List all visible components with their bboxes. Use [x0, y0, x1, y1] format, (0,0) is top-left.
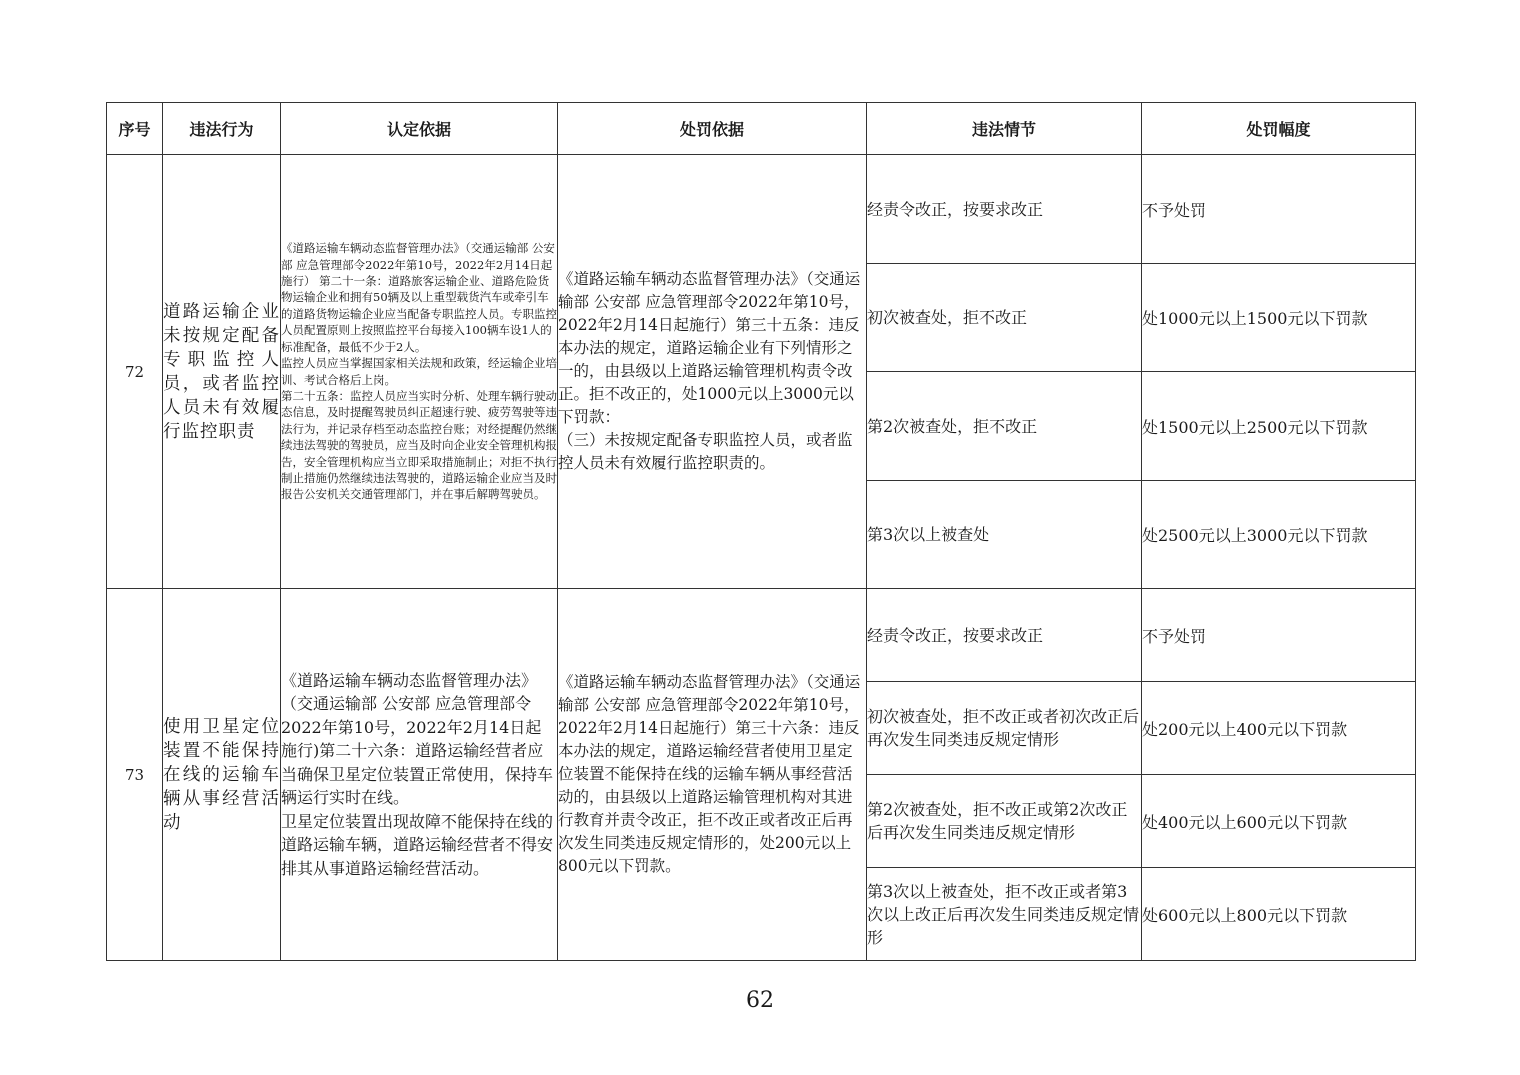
behavior-cell: 道路运输企业未按规定配备专职监控人员，或者监控人员未有效履行监控职责: [163, 155, 281, 589]
penalty-range-cell: 不予处罚: [1142, 589, 1416, 682]
basis-paragraph: 《道路运输车辆动态监督管理办法》（交通运输部 公安部 应急管理部令2022年第10号，2022年2月14日起施行） 第二十一条：道路旅客运输企业、道路危险货物运输企业和拥有50辆及以上重型载货汽车或牵引车的道路货物运输企业应当配备专职监控人员。专职监控人员配置原则上按照监控平台每接入100辆车设1人的标准配备，最低不少于2人。: [281, 241, 557, 354]
penalty-basis-cell: [558, 155, 867, 589]
circumstance-cell: 初次被查处，拒不改正或者初次改正后再次发生同类违反规定情形: [867, 682, 1142, 775]
page-number: 62: [746, 988, 774, 1013]
header-behavior: 违法行为: [163, 103, 281, 155]
circumstance-cell: 经责令改正，按要求改正: [867, 155, 1142, 264]
basis-cell: [281, 155, 558, 589]
circumstance-cell: 经责令改正，按要求改正: [867, 589, 1142, 682]
penalty-basis-cell: [558, 589, 867, 961]
basis-paragraph: 《道路运输车辆动态监督管理办法》（交通运输部 公安部 应急管理部令2022年第10号，2022年2月14日起施行)第二十六条：道路运输经营者应当确保卫星定位装置正常使用，保持车辆运行实时在线。: [281, 670, 554, 808]
penalty-range-cell: 处600元以上800元以下罚款: [1142, 868, 1416, 961]
penalty-range-cell: 处2500元以上3000元以下罚款: [1142, 481, 1416, 589]
penalty-basis-paragraph: 《道路运输车辆动态监督管理办法》（交通运输部 公安部 应急管理部令2022年第10号，2022年2月14日起施行）第三十六条：违反本办法的规定，道路运输经营者使用卫星定位装置不能保持在线的运输车辆从事经营活动的，由县级以上道路运输管理机构对其进行教育并责令改正，拒不改正或者改正后再次发生同类违反规定情形的，处200元以上800元以下罚款。: [558, 673, 861, 875]
seq-cell: 73: [107, 589, 163, 961]
penalty-range-cell: 不予处罚: [1142, 155, 1416, 264]
behavior-cell: 使用卫星定位装置不能保持在线的运输车辆从事经营活动: [163, 589, 281, 961]
seq-cell: 72: [107, 155, 163, 589]
circumstance-cell: 初次被查处，拒不改正: [867, 264, 1142, 372]
penalty-basis-paragraph: 《道路运输车辆动态监督管理办法》（交通运输部 公安部 应急管理部令2022年第10号，2022年2月14日起施行）第三十五条：违反本办法的规定，道路运输企业有下列情形之一的，由县级以上道路运输管理机构责令改正。拒不改正的，处1000元以上3000元以下罚款：: [558, 270, 861, 426]
penalty-range-cell: 处200元以上400元以下罚款: [1142, 682, 1416, 775]
penalty-range-cell: 处1000元以上1500元以下罚款: [1142, 264, 1416, 372]
header-basis: 认定依据: [281, 103, 558, 155]
header-penalty-basis: 处罚依据: [558, 103, 867, 155]
penalty-range-cell: 处1500元以上2500元以下罚款: [1142, 372, 1416, 481]
circumstance-cell: 第2次被查处，拒不改正或第2次改正后再次发生同类违反规定情形: [867, 775, 1142, 868]
circumstance-cell: 第3次以上被查处: [867, 481, 1142, 589]
header-seq: 序号: [107, 103, 163, 155]
penalty-table: [106, 102, 1416, 961]
basis-cell: [281, 589, 558, 961]
header-penalty-range: 处罚幅度: [1142, 103, 1416, 155]
header-row: [107, 103, 1416, 155]
basis-paragraph: 卫星定位装置出现故障不能保持在线的道路运输车辆，道路运输经营者不得安排其从事道路运输经营活动。: [281, 811, 554, 878]
table-row: [107, 589, 1416, 682]
penalty-range-cell: 处400元以上600元以下罚款: [1142, 775, 1416, 868]
header-circumstance: 违法情节: [867, 103, 1142, 155]
table-row: [107, 155, 1416, 264]
circumstance-cell: 第3次以上被查处，拒不改正或者第3次以上改正后再次发生同类违反规定情形: [867, 868, 1142, 961]
basis-paragraph: 第二十五条：监控人员应当实时分析、处理车辆行驶动态信息，及时提醒驾驶员纠正超速行驶、疲劳驾驶等违法行为，并记录存档至动态监控台账；对经提醒仍然继续违法驾驶的驾驶员，应当及时向企业安全管理机构报告，安全管理机构应当立即采取措施制止；对拒不执行制止措施仍然继续违法驾驶的，道路运输企业应当及时报告公安机关交通管理部门，并在事后解聘驾驶员。: [281, 388, 557, 502]
penalty-basis-paragraph: （三）未按规定配备专职监控人员，或者监控人员未有效履行监控职责的。: [558, 431, 853, 472]
basis-paragraph: 监控人员应当掌握国家相关法规和政策，经运输企业培训、考试合格后上岗。: [281, 356, 557, 387]
circumstance-cell: 第2次被查处，拒不改正: [867, 372, 1142, 481]
